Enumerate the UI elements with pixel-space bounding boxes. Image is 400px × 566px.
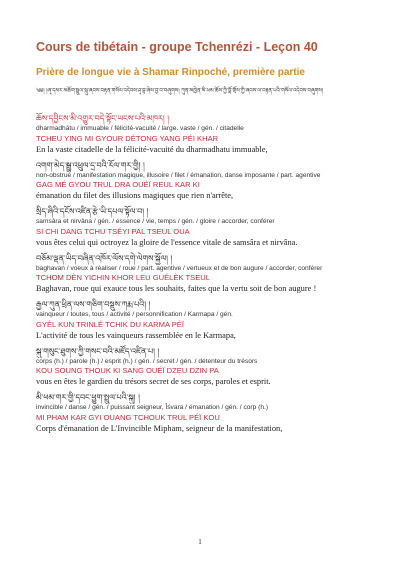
verse-gloss: baghavan / voeux à réaliser / roue / part. agentive / vertueux et de bon augure / accorder, conférer	[36, 264, 323, 272]
verse-tibetan: བཅོམ་ལྡན་ཡིད་བཞིན་འཁོར་ལོས་དགེ་ལེགས་སྐྱོལ། །	[36, 253, 173, 263]
verse-tibetan: སྲིད་ཞིའི་དངོས་འཛིན་རྩེ་ཡི་དཔལ་སྟོལ་བ། །	[36, 207, 149, 216]
verse-tibetan: མི་ཕམ་གར་གྱི་དབང་ཕྱུག་སྤྲུལ་པའི་སྐུ། །	[36, 393, 140, 402]
verse-gloss: dharmadhātu / immuable / félicité-vacuité / large. vaste / gén. / citadelle	[36, 125, 244, 132]
verse-french: Corps d'émanation de L'Invincible Mipham, seigneur de la manifestation,	[36, 423, 283, 433]
verse-phonetics: GAG MÉ GYOU TRUL DRA OUÉÏ REUL KAR KI	[36, 180, 200, 189]
verse-french: Baghavan, roue qui exauce tous les souhaits, faites que la vertu soit de bon augure !	[36, 284, 317, 293]
verse-french: En la vaste citadelle de la félicité-vacuité du dharmadhatu immuable,	[36, 144, 268, 154]
verse-french: L'activité de tous les vainqueurs rassemblée en le Karmapa,	[36, 330, 236, 340]
verse-list	[36, 112, 368, 438]
intro-tibetan-text: ༄༅། །ཞྭ་དམར་མཆོག་སྤྲུལ་སྐུ་ཞབས་བརྟན་གསོལ་འདེབས་ཤྭ་བྷ་ཞེས་བྱ་བ་བཞུགས། ཀུན་མཁྱེན་མི་ཕམ་ཆོས་ཀྱི་བློ་གྲོས་ཀྱི་ཞབས་ལ་བརྟན་པའི་གསོལ་འདེབས་བཞུགས།	[36, 88, 324, 94]
verse-gloss: vainqueur / toutes, tous / activité / personnification / Karmapa / gén.	[36, 311, 233, 318]
verse-block	[36, 391, 368, 434]
verse-tibetan: འགག་མེད་སྒྱུ་འཕྲུལ་དྲ་བའི་རོལ་གར་གྱི། །	[36, 160, 145, 170]
verse-tibetan: རྒྱལ་ཀུན་ཕྲིན་ལས་གཅིག་བསྡུས་ཀརྨ་པའི། །	[36, 300, 151, 309]
verse-french: vous en êtes le gardien du trésors secret de ses corps, paroles et esprit.	[36, 377, 271, 386]
verse-tibetan: ཆོས་དབྱིངས་མི་འགྱུར་བདེ་སྟོང་ཡངས་པའི་མཁར། །	[36, 114, 169, 123]
verse-block	[36, 345, 368, 388]
verse-block	[36, 112, 368, 155]
verse-gloss: non-obstrué / manifestation magique, illusoire / filet / émanation, danse imposante / part. agentive	[36, 171, 321, 179]
verse-gloss: invincible / danse / gén. / puissant seigneur, Îśvara / émanation / gén. / corp (h.)	[36, 404, 269, 411]
verse-phonetics: MI PHAM KAR GYI OUANG TCHOUK TRUL PÉÏ KOU	[36, 412, 220, 422]
verse-block	[36, 159, 368, 202]
verse-block	[36, 298, 368, 341]
verse-tibetan: སྐུ་གསུང་ཐུགས་ཀྱི་གསང་བའི་མཛོད་འཛིན་པ། །	[36, 346, 160, 356]
verse-gloss: samsâra et nirvâna / gén. / essence / vie, temps / gén. / gloire / accorder, conférer	[36, 218, 275, 225]
page-subtitle: Prière de longue vie à Shamar Rinpoché, première partie	[36, 67, 305, 78]
verse-phonetics: SI CHI DANG TCHU TSÉYI PAL TSEUL OUA	[36, 226, 190, 236]
page-number: 1	[198, 538, 202, 546]
verse-phonetics: GYÈL KUN TRINLÉ TCHIK DU KARMA PÉÏ	[36, 319, 184, 329]
verse-phonetics: TCHEU YING MI GYOUR DÈTONG YANG PÉI KHAR	[36, 133, 219, 143]
page-title: Cours de tibétain - groupe Tchenrézi - Leçon 40	[36, 40, 318, 54]
verse-block	[36, 205, 368, 248]
verse-block	[36, 252, 368, 295]
verse-gloss: corps (h.) / parole (h.) / esprit (h.) / gén. / secret / gén. / détenteur du trésors	[36, 357, 258, 365]
verse-phonetics: TCHOM DÈN YICHIN KHOR LEU GUÉLÈK TSEUL	[36, 273, 210, 282]
verse-french: émanation du filet des illusions magiques que rien n'arrête,	[36, 191, 234, 200]
verse-french: vous êtes celui qui octroyez la gloire de l'essence vitale de samsâra et nirvâna.	[36, 237, 298, 247]
verse-phonetics: KOU SOUNG THOUK KI SANG OUÉÏ DZEU DZIN PA	[36, 366, 219, 375]
